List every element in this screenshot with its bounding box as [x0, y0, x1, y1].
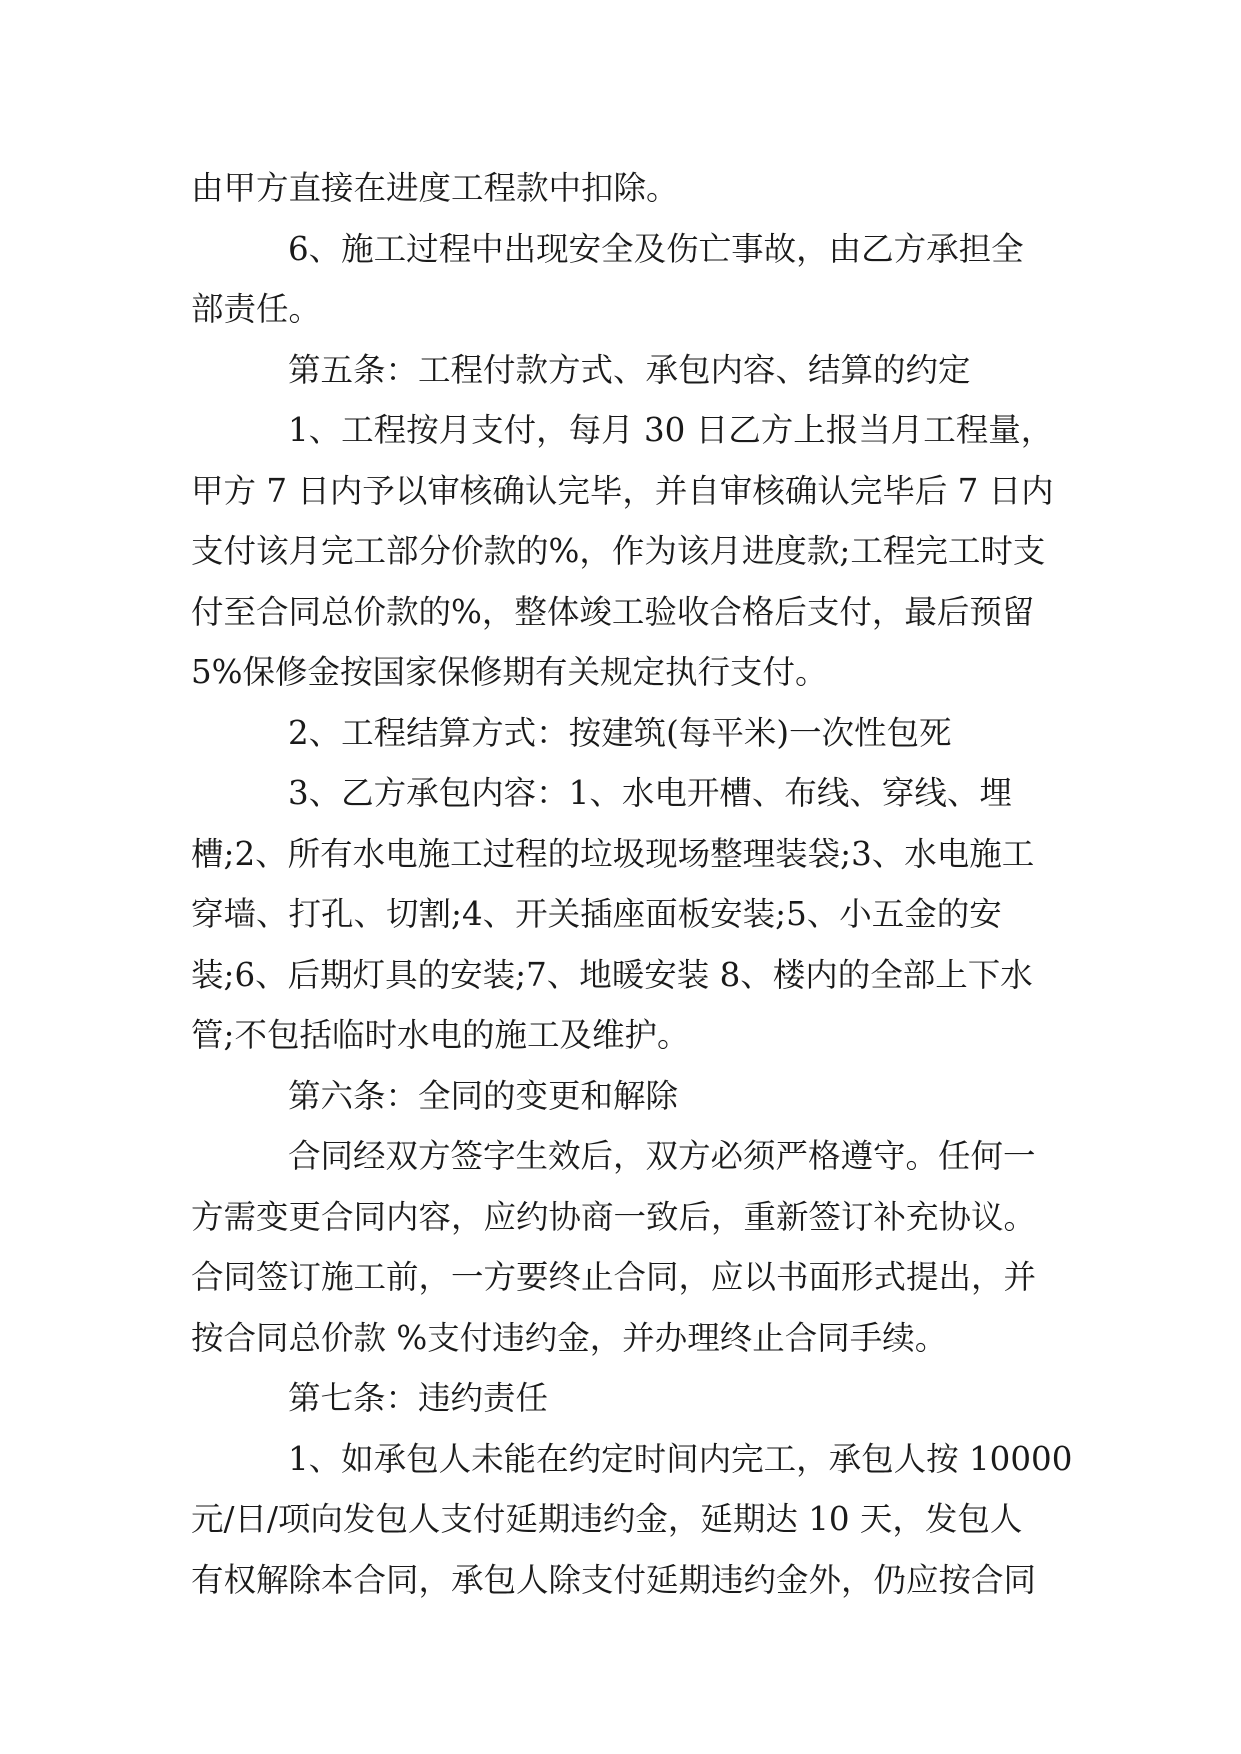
- document-body: [191, 158, 1073, 1610]
- clause-item-1: 1、工程按月支付，每月 30 日乙方上报当月工程量，: [288, 411, 1054, 449]
- text-line: 付至合同总价款的%，整体竣工验收合格后支付，最后预留: [191, 592, 1035, 631]
- clause-item-1: 1、如承包人未能在约定时间内完工，承包人按 10000: [288, 1439, 1073, 1478]
- clause-item-2: 2、工程结算方式：按建筑(每平米)一次性包死: [288, 713, 952, 752]
- text-line: 槽;2、所有水电施工过程的垃圾现场整理装袋;3、水电施工: [191, 834, 1035, 873]
- clause-item-6: 6、施工过程中出现安全及伤亡事故，由乙方承担全: [288, 229, 1024, 268]
- text-line: 管;不包括临时水电的施工及维护。: [191, 1016, 690, 1054]
- text-line: 部责任。: [191, 290, 322, 328]
- text-line: 甲方 7 日内予以审核确认完毕，并自审核确认完毕后 7 日内: [191, 471, 1054, 510]
- text-line: 穿墙、打孔、切割;4、开关插座面板安装;5、小五金的安: [191, 895, 1002, 933]
- text-line: 装;6、后期灯具的安装;7、地暖安装 8、楼内的全部上下水: [191, 955, 1033, 994]
- text-line: 合同签订施工前，一方要终止合同，应以书面形式提出，并: [191, 1258, 1037, 1296]
- text-line: 方需变更合同内容，应约协商一致后，重新签订补充协议。: [191, 1197, 1037, 1236]
- article-6-heading: 第六条：全同的变更和解除: [288, 1076, 679, 1115]
- text-line: 由甲方直接在进度工程款中扣除。: [191, 169, 679, 207]
- text-line: 元/日/项向发包人支付延期违约金，延期达 10 天，发包人: [191, 1500, 1023, 1538]
- text-line: 有权解除本合同，承包人除支付延期违约金外，仍应按合同: [191, 1560, 1037, 1599]
- article-7-heading: 第七条：违约责任: [288, 1379, 549, 1417]
- text-line: 5%保修金按国家保修期有关规定执行支付。: [191, 653, 828, 691]
- text-line: 支付该月完工部分价款的%，作为该月进度款;工程完工时支: [191, 532, 1046, 570]
- paragraph-start: 合同经双方签字生效后，双方必须严格遵守。任何一: [288, 1137, 1036, 1175]
- clause-item-3: 3、乙方承包内容：1、水电开槽、布线、穿线、埋: [288, 774, 1012, 812]
- article-5-heading: 第五条：工程付款方式、承包内容、结算的约定: [288, 350, 971, 389]
- text-line: 按合同总价款 %支付违约金，并办理终止合同手续。: [191, 1318, 948, 1357]
